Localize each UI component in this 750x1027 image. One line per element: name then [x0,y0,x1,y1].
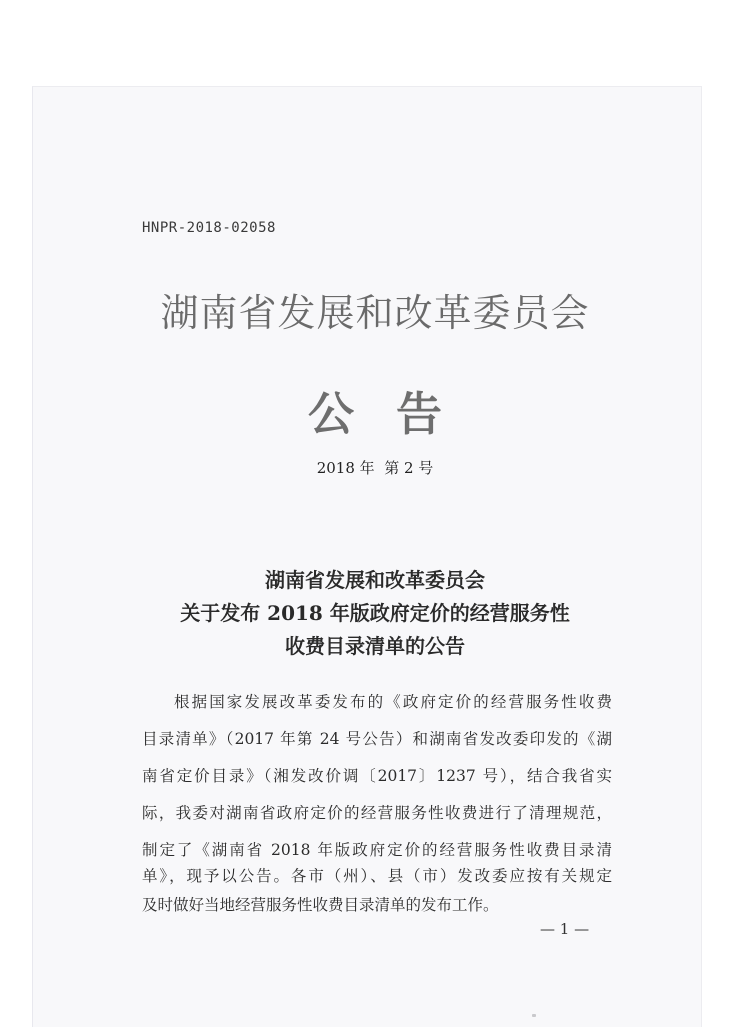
scan-speck [532,1014,536,1017]
page-number: — 1 — [540,920,590,938]
notice-label-char-2: 告 [396,387,442,441]
notice-label-char-1: 公 [308,387,354,441]
issuer-heading: 湖南省发展和改革委员会 [160,291,590,335]
document-title-line-2: 关于发布 2018 年版政府定价的经营服务性 [180,601,570,625]
body-text-line-6: 单》，现予以公告。各市（州）、县（市）发改委应按有关规定 [142,867,612,885]
body-text-line-7: 及时做好当地经营服务性收费目录清单的发布工作。 [142,896,499,914]
document-title-line-3: 收费目录清单的公告 [285,634,465,658]
body-text-line-4: 际，我委对湖南省政府定价的经营服务性收费进行了清理规范， [142,804,612,822]
document-title-line-1: 湖南省发展和改革委员会 [265,568,485,592]
document-number: HNPR-2018-02058 [142,220,276,236]
issue-number: 2018 年 第 2 号 [316,459,434,477]
body-text-line-3: 南省定价目录》（湘发改价调〔2017〕1237 号），结合我省实 [142,767,612,785]
notice-label [0,378,750,444]
body-text-line-2: 目录清单》（2017 年第 24 号公告）和湖南省发改委印发的《湖 [142,730,612,748]
body-text-line-1: 根据国家发展改革委发布的《政府定价的经营服务性收费 [174,693,612,711]
body-text-line-5: 制定了《湖南省 2018 年版政府定价的经营服务性收费目录清 [142,841,612,859]
